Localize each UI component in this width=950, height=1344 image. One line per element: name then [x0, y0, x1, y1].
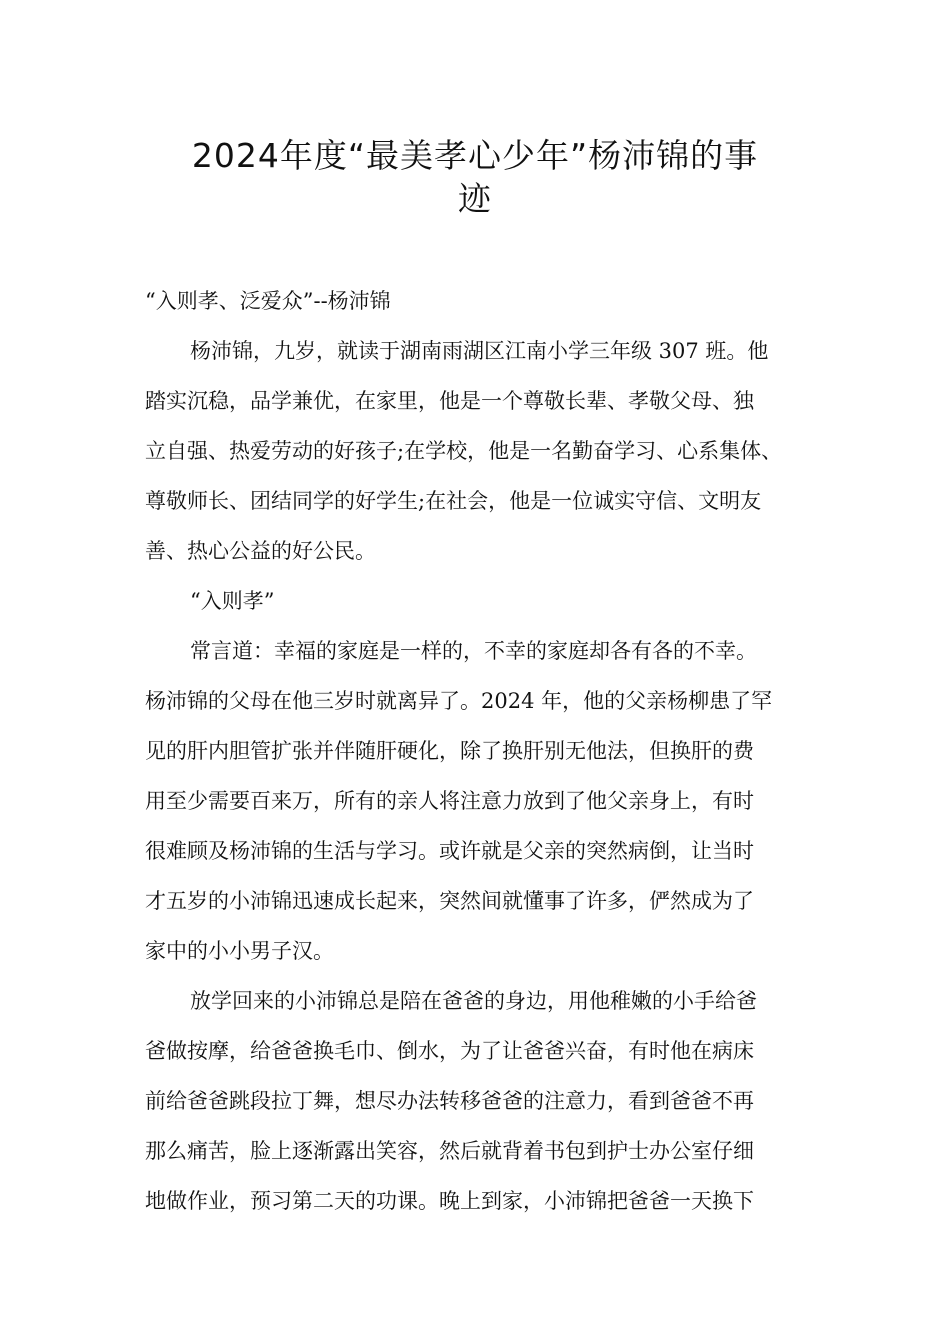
paragraph-line: 杨沛锦，九岁，就读于湖南雨湖区江南小学三年级 307 班。他: [190, 339, 769, 363]
paragraph-line: 踏实沉稳，品学兼优，在家里，他是一个尊敬长辈、孝敬父母、独: [145, 389, 754, 413]
paragraph-line: 家中的小小男子汉。: [145, 939, 334, 963]
paragraph-line: 尊敬师长、团结同学的好学生;在社会，他是一位诚实守信、文明友: [145, 489, 762, 513]
paragraph-line: 见的肝内胆管扩张并伴随肝硬化，除了换肝别无他法，但换肝的费: [145, 739, 754, 763]
paragraph-line: 立自强、热爱劳动的好孩子;在学校，他是一名勤奋学习、心系集体、: [145, 439, 783, 463]
paragraph-line: 杨沛锦的父母在他三岁时就离异了。2024 年，他的父亲杨柳患了罕: [145, 689, 773, 713]
paragraph-line: 常言道：幸福的家庭是一样的，不幸的家庭却各有各的不幸。: [190, 639, 757, 663]
paragraph-line: 很难顾及杨沛锦的生活与学习。或许就是父亲的突然病倒，让当时: [145, 839, 754, 863]
paragraph-line: 前给爸爸跳段拉丁舞，想尽办法转移爸爸的注意力，看到爸爸不再: [145, 1089, 754, 1113]
paragraph-line: 才五岁的小沛锦迅速成长起来，突然间就懂事了许多，俨然成为了: [145, 889, 754, 913]
document-title-line-1: 2024年度“最美孝心少年”杨沛锦的事: [191, 136, 759, 175]
paragraph-line: 那么痛苦，脸上逐渐露出笑容，然后就背着书包到护士办公室仔细: [145, 1139, 754, 1163]
subtitle-line: “入则孝、泛爱众”--杨沛锦: [145, 289, 391, 313]
paragraph-line: 地做作业，预习第二天的功课。晚上到家，小沛锦把爸爸一天换下: [145, 1189, 754, 1213]
section-heading: “入则孝”: [190, 589, 275, 613]
paragraph-line: 爸做按摩，给爸爸换毛巾、倒水，为了让爸爸兴奋，有时他在病床: [145, 1039, 754, 1063]
paragraph-line: 善、热心公益的好公民。: [145, 539, 376, 563]
document-title-line-2: 迹: [458, 179, 492, 218]
paragraph-line: 用至少需要百来万，所有的亲人将注意力放到了他父亲身上，有时: [145, 789, 754, 813]
paragraph-line: 放学回来的小沛锦总是陪在爸爸的身边，用他稚嫩的小手给爸: [190, 989, 757, 1013]
